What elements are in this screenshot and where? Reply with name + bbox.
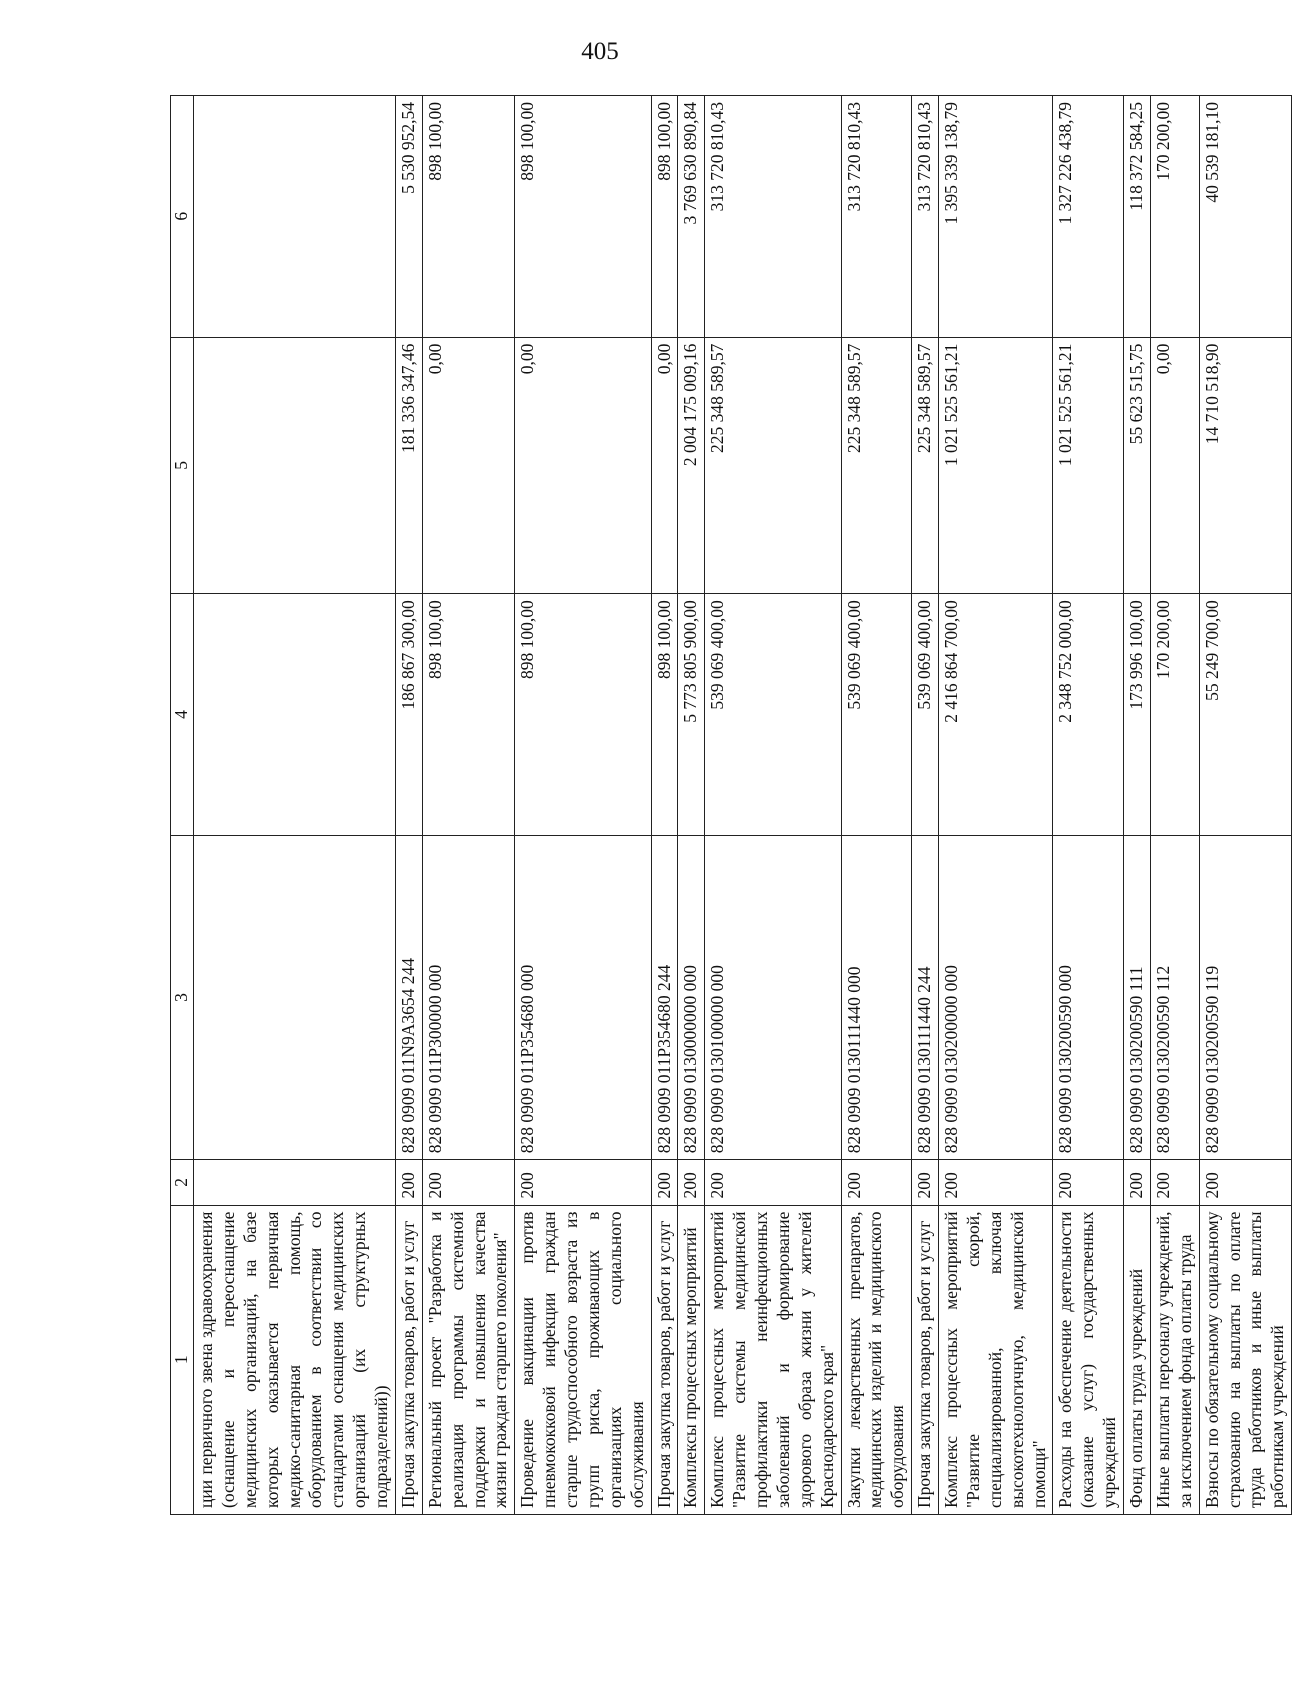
row-value-col4: 898 100,00	[651, 594, 678, 836]
row-code: 200	[1150, 1160, 1199, 1205]
row-code: 200	[841, 1160, 912, 1205]
row-value-col4: 898 100,00	[515, 594, 651, 836]
row-name: Фонд оплаты труда учреждений	[1124, 1205, 1151, 1514]
row-kbk: 828 0909 0130200590 112	[1150, 835, 1199, 1160]
row-value-col4: 2 348 752 000,00	[1053, 594, 1124, 836]
row-value-col6: 313 720 810,43	[841, 96, 912, 338]
header-row	[171, 96, 194, 1515]
row-code: 200	[1124, 1160, 1151, 1205]
table-row	[1124, 96, 1151, 1515]
row-kbk	[194, 835, 396, 1160]
row-code: 200	[939, 1160, 1053, 1205]
row-value-col5: 1 021 525 561,21	[1053, 337, 1124, 594]
row-kbk: 828 0909 0130200000 000	[939, 835, 1053, 1160]
row-value-col6: 898 100,00	[515, 96, 651, 338]
row-value-col5: 0,00	[515, 337, 651, 594]
row-name: Прочая закупка товаров, работ и услуг	[912, 1205, 939, 1514]
row-value-col6: 898 100,00	[422, 96, 515, 338]
row-value-col4: 170 200,00	[1150, 594, 1199, 836]
row-value-col5: 1 021 525 561,21	[939, 337, 1053, 594]
col-header-1: 1	[171, 1205, 194, 1514]
col-header-2: 2	[171, 1160, 194, 1205]
row-code: 200	[678, 1160, 705, 1205]
col-header-3: 3	[171, 835, 194, 1160]
row-value-col6: 40 539 181,10	[1199, 96, 1292, 338]
row-value-col5: 0,00	[1150, 337, 1199, 594]
row-value-col5: 225 348 589,57	[912, 337, 939, 594]
row-kbk: 828 0909 011P300000 000	[422, 835, 515, 1160]
budget-table	[170, 95, 1292, 1515]
row-code: 200	[705, 1160, 841, 1205]
row-value-col6	[194, 96, 396, 338]
page-number: 405	[581, 38, 619, 65]
row-value-col4: 898 100,00	[422, 594, 515, 836]
col-header-5: 5	[171, 337, 194, 594]
row-value-col6: 1 327 226 438,79	[1053, 96, 1124, 338]
row-name: Иные выплаты персоналу учреждений, за исключением фонда оплаты труда	[1150, 1205, 1199, 1514]
row-kbk: 828 0909 0130200590 111	[1124, 835, 1151, 1160]
row-value-col4: 5 773 805 900,00	[678, 594, 705, 836]
rotated-table-container	[170, 95, 1288, 1515]
row-kbk: 828 0909 0130200590 000	[1053, 835, 1124, 1160]
row-value-col4: 539 069 400,00	[705, 594, 841, 836]
row-name: ции первичного звена здравоохранения (оснащение и переоснащение медицинских организаций, на базе которых оказывается первичная медико-санитарная помощь, оборудованием в соответствии со стандартами оснащения медицинских организаций (их структурных подразделений))	[194, 1205, 396, 1514]
row-value-col5: 0,00	[651, 337, 678, 594]
table-row	[841, 96, 912, 1515]
row-name: Комплекс процессных мероприятий "Развитие скорой, специализированной, включая высокотехнологичную, медицинской помощи"	[939, 1205, 1053, 1514]
table-row	[1150, 96, 1199, 1515]
row-value-col5: 2 004 175 009,16	[678, 337, 705, 594]
table-row	[651, 96, 678, 1515]
row-value-col6: 170 200,00	[1150, 96, 1199, 338]
table-row	[1199, 96, 1292, 1515]
row-code: 200	[912, 1160, 939, 1205]
row-kbk: 828 0909 0130111440 244	[912, 835, 939, 1160]
row-name: Региональный проект "Разработка и реализация программы системной поддержки и повышения качества жизни граждан старшего поколения"	[422, 1205, 515, 1514]
row-value-col5: 14 710 518,90	[1199, 337, 1292, 594]
row-code: 200	[422, 1160, 515, 1205]
row-code: 200	[515, 1160, 651, 1205]
row-value-col5: 181 336 347,46	[395, 337, 422, 594]
table-row	[939, 96, 1053, 1515]
table-row	[1053, 96, 1124, 1515]
row-kbk: 828 0909 011P354680 000	[515, 835, 651, 1160]
row-name: Комплекс процессных мероприятий "Развитие системы медицинской профилактики неинфекционных заболеваний и формирование здорового образа жизни у жителей Краснодарского края"	[705, 1205, 841, 1514]
row-value-col4	[194, 594, 396, 836]
row-value-col5: 225 348 589,57	[841, 337, 912, 594]
table-row	[422, 96, 515, 1515]
table-row	[194, 96, 396, 1515]
row-value-col5	[194, 337, 396, 594]
row-name: Прочая закупка товаров, работ и услуг	[395, 1205, 422, 1514]
col-header-4: 4	[171, 594, 194, 836]
row-value-col5: 0,00	[422, 337, 515, 594]
row-value-col6: 898 100,00	[651, 96, 678, 338]
row-value-col6: 313 720 810,43	[912, 96, 939, 338]
row-name: Проведение вакцинации против пневмококковой инфекции граждан старше трудоспособного возраста из групп риска, проживающих в организациях социального обслуживания	[515, 1205, 651, 1514]
table-row	[515, 96, 651, 1515]
row-name: Комплексы процессных мероприятий	[678, 1205, 705, 1514]
row-value-col4: 173 996 100,00	[1124, 594, 1151, 836]
row-kbk: 828 0909 011N9A3654 244	[395, 835, 422, 1160]
table-row	[912, 96, 939, 1515]
row-value-col6: 1 395 339 138,79	[939, 96, 1053, 338]
row-value-col4: 2 416 864 700,00	[939, 594, 1053, 836]
row-value-col6: 118 372 584,25	[1124, 96, 1151, 338]
row-value-col4: 55 249 700,00	[1199, 594, 1292, 836]
row-kbk: 828 0909 0130200590 119	[1199, 835, 1292, 1160]
row-value-col4: 539 069 400,00	[912, 594, 939, 836]
table-body	[194, 96, 1292, 1515]
row-name: Взносы по обязательному социальному страхованию на выплаты по оплате труда работников и иные выплаты работникам учреждений	[1199, 1205, 1292, 1514]
row-name: Расходы на обеспечение деятельности (оказание услуг) государственных учреждений	[1053, 1205, 1124, 1514]
row-kbk: 828 0909 0130100000 000	[705, 835, 841, 1160]
row-value-col6: 3 769 630 890,84	[678, 96, 705, 338]
row-name: Закупки лекарственных препаратов, медицинских изделий и медицинского оборудования	[841, 1205, 912, 1514]
table-row	[395, 96, 422, 1515]
row-value-col5: 225 348 589,57	[705, 337, 841, 594]
col-header-6: 6	[171, 96, 194, 338]
row-value-col4: 186 867 300,00	[395, 594, 422, 836]
table-row	[678, 96, 705, 1515]
row-name: Прочая закупка товаров, работ и услуг	[651, 1205, 678, 1514]
row-code: 200	[1199, 1160, 1292, 1205]
row-code: 200	[395, 1160, 422, 1205]
row-kbk: 828 0909 011P354680 244	[651, 835, 678, 1160]
row-value-col5: 55 623 515,75	[1124, 337, 1151, 594]
row-kbk: 828 0909 0130000000 000	[678, 835, 705, 1160]
row-code	[194, 1160, 396, 1205]
table-row	[705, 96, 841, 1515]
row-kbk: 828 0909 0130111440 000	[841, 835, 912, 1160]
row-value-col4: 539 069 400,00	[841, 594, 912, 836]
row-value-col6: 5 530 952,54	[395, 96, 422, 338]
row-code: 200	[1053, 1160, 1124, 1205]
row-value-col6: 313 720 810,43	[705, 96, 841, 338]
row-code: 200	[651, 1160, 678, 1205]
